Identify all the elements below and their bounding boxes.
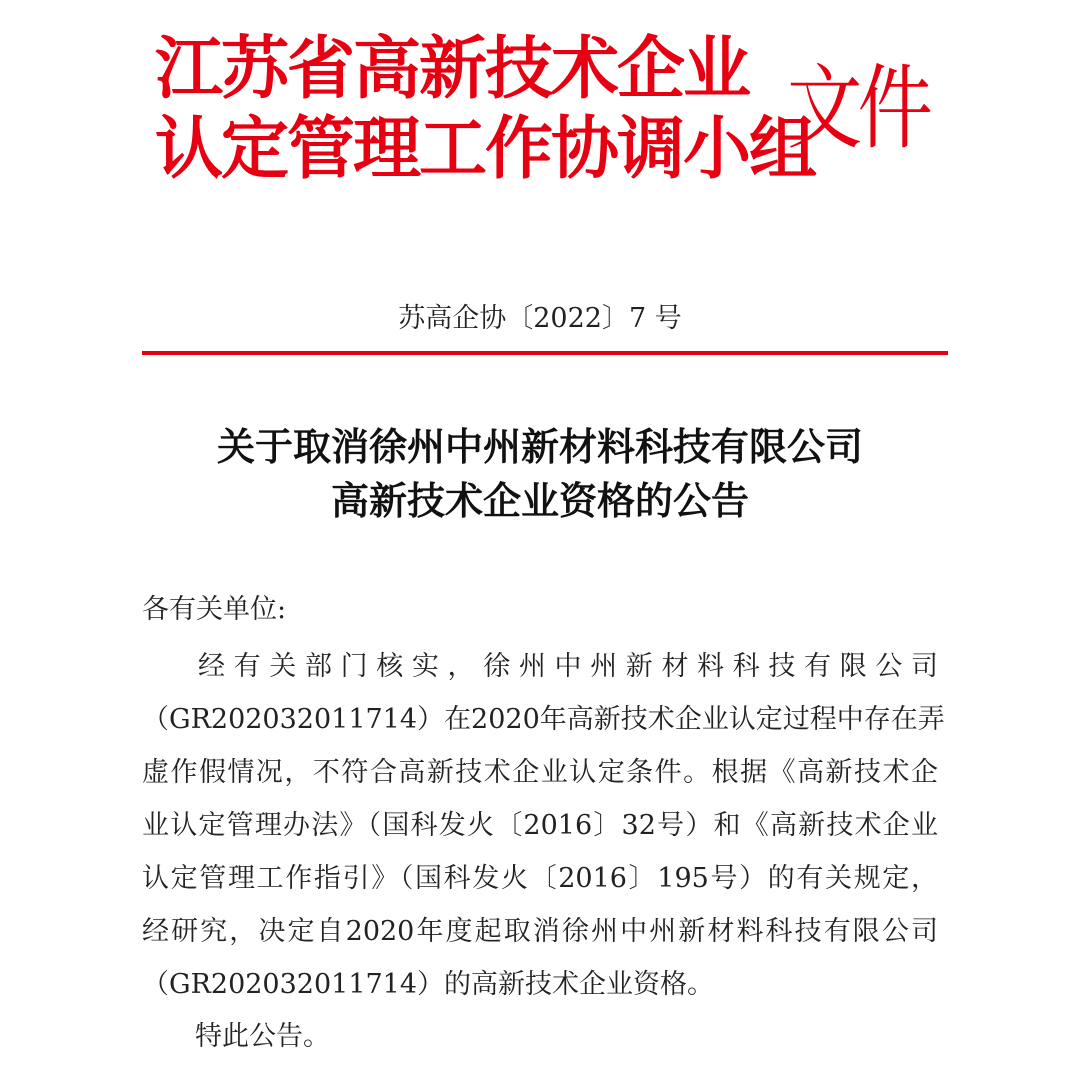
body-line-7: （GR202032011714）的高新技术企业资格。 (142, 969, 715, 1000)
salutation: 各有关单位: (142, 594, 287, 625)
masthead-org-line-1: 江苏省高新技术企业 (155, 30, 750, 109)
body-line-3: 虚作假情况，不符合高新技术企业认定条件。根据《高新技术企 (142, 757, 938, 788)
announcement-title-line-1: 关于取消徐州中州新材料科技有限公司 (216, 424, 863, 469)
masthead-org-line-2: 认定管理工作协调小组 (155, 110, 816, 189)
masthead-document-word: 文件 (787, 55, 929, 162)
document-number: 苏高企协〔2022〕7 号 (398, 303, 682, 334)
body-line-2: （GR202032011714）在2020年高新技术企业认定过程中存在弄 (142, 704, 945, 735)
closing-remark: 特此公告。 (195, 1021, 330, 1052)
body-line-1: 经有关部门核实，徐州中州新材料科技有限公司 (198, 651, 938, 682)
red-divider-line (142, 351, 948, 355)
announcement-title-line-2: 高新技术企业资格的公告 (330, 478, 749, 523)
body-line-5: 认定管理工作指引》（国科发火〔2016〕195号）的有关规定， (142, 863, 938, 894)
body-line-4: 业认定管理办法》（国科发火〔2016〕32号）和《高新技术企业 (142, 810, 938, 841)
body-line-6: 经研究，决定自2020年度起取消徐州中州新材料科技有限公司 (142, 916, 938, 947)
red-masthead (155, 32, 935, 192)
